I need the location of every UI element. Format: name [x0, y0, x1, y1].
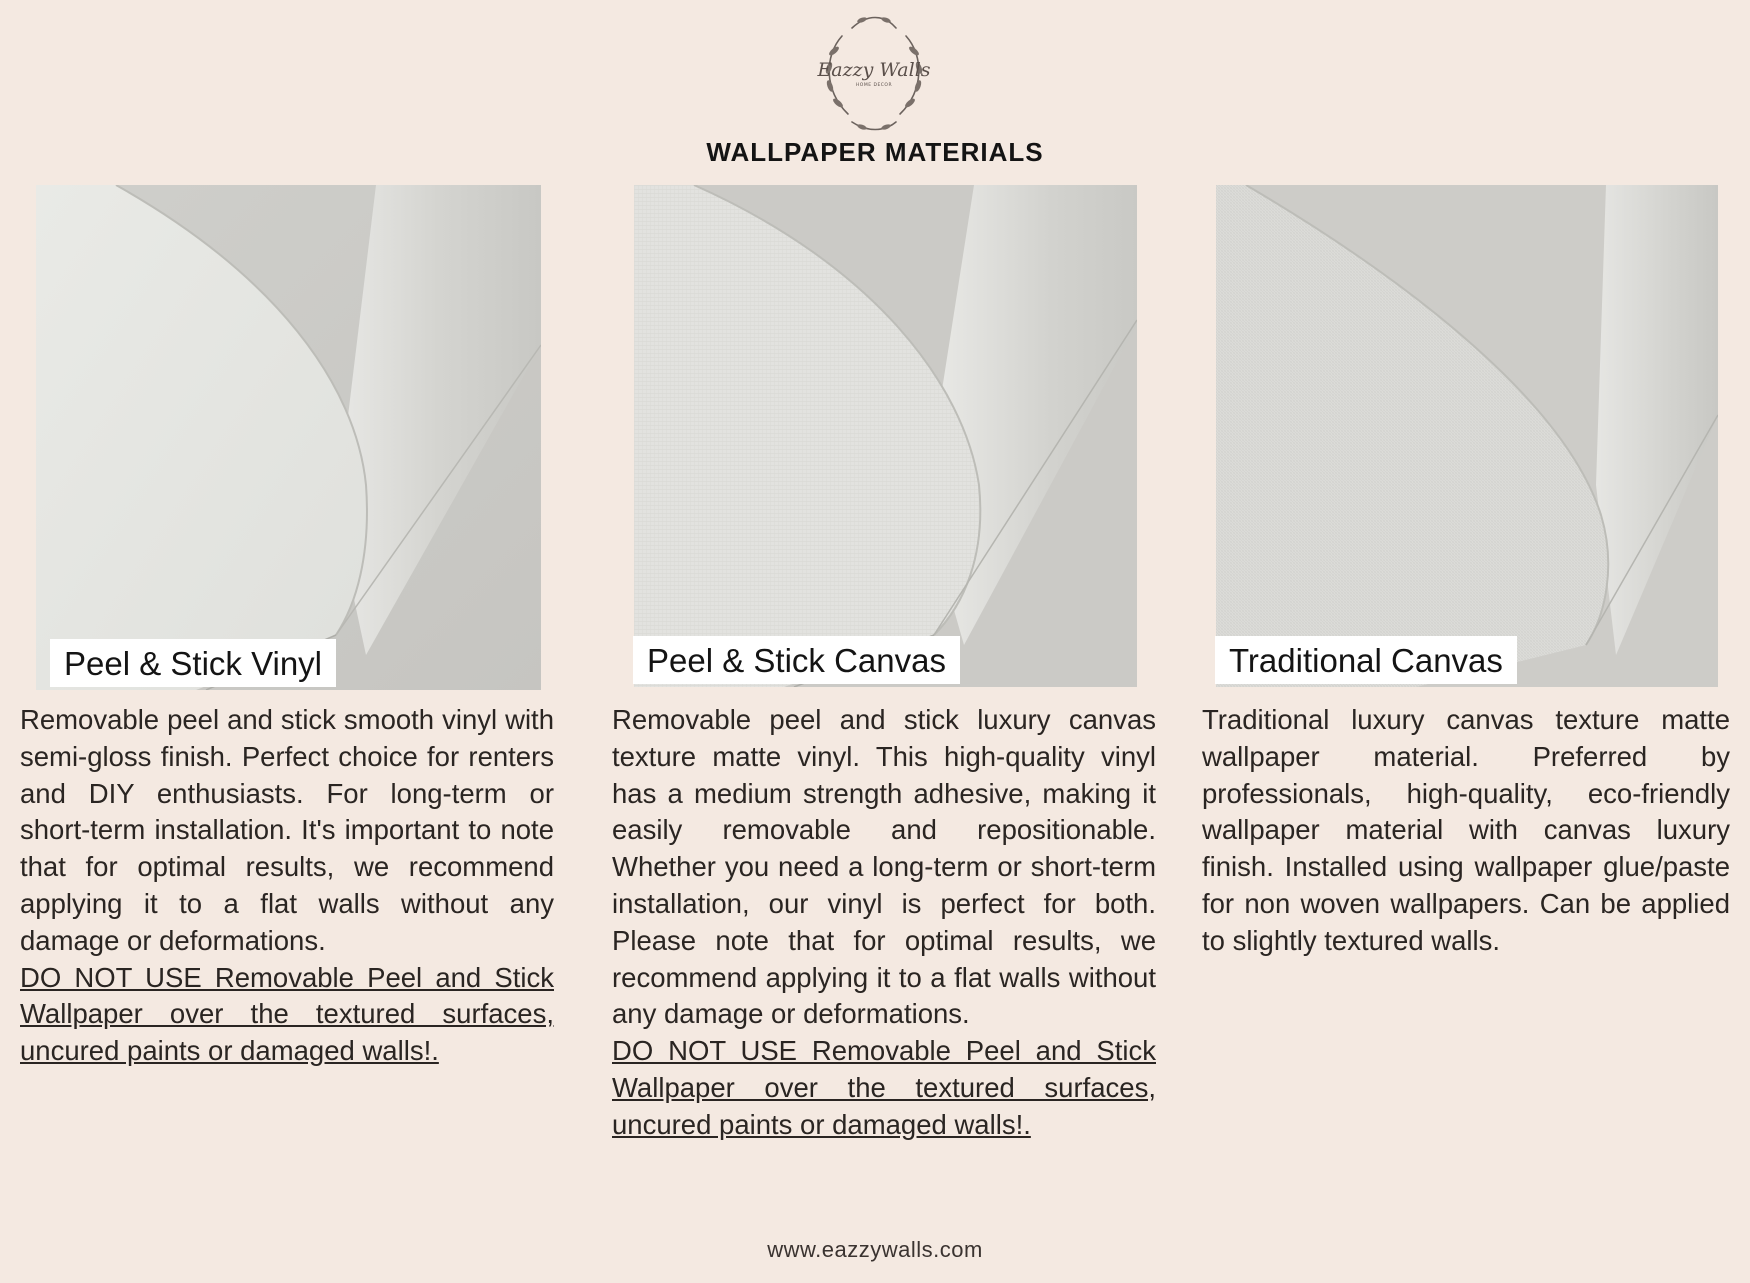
material-description-vinyl — [20, 702, 554, 1070]
material-label-canvas: Peel & Stick Canvas — [633, 636, 960, 684]
canvas-photo — [634, 185, 1137, 687]
warning-text: DO NOT USE Removable Peel and Stick Wallpaper over the textured surfaces, uncured paints or damaged walls!. — [612, 1035, 1156, 1140]
material-label-traditional: Traditional Canvas — [1215, 636, 1517, 684]
description-text: Traditional luxury canvas texture matte wallpaper material. Preferred by professionals, high-quality, eco-friendly wallpaper material with canvas luxury finish. Installed using wallpaper glue/paste for non woven wallpapers. Can be applied to slightly textured walls. — [1202, 704, 1730, 956]
description-text: Removable peel and stick luxury canvas texture matte vinyl. This high-quality vinyl has a medium strength adhesive, making it easily removable and repositionable. Whether you need a long-term or short-term installation, our vinyl is perfect for both. Please note that for optimal results, we recommend applying it to a flat walls without any damage or deformations. — [612, 704, 1156, 1030]
website-url[interactable]: www.eazzywalls.com — [767, 1237, 983, 1262]
material-description-traditional — [1202, 702, 1730, 960]
material-description-canvas — [612, 702, 1156, 1144]
description-text: Removable peel and stick smooth vinyl with semi-gloss finish. Perfect choice for renters and DIY enthusiasts. For long-term or short-term installation. It's important to note that for optimal results, we recommend applying it to a flat walls without any damage or deformations. — [20, 704, 554, 956]
vinyl-photo — [36, 185, 541, 690]
warning-text: DO NOT USE Removable Peel and Stick Wallpaper over the textured surfaces, uncured paints or damaged walls!. — [20, 961, 554, 1067]
traditional-canvas-photo — [1216, 185, 1718, 687]
brand-logo — [812, 6, 936, 136]
material-label-vinyl: Peel & Stick Vinyl — [50, 639, 336, 687]
logo-tagline: HOME DECOR — [855, 83, 893, 88]
page-title: WALLPAPER MATERIALS — [706, 137, 1044, 167]
logo-wordmark: Eazzy Walls — [817, 59, 931, 81]
